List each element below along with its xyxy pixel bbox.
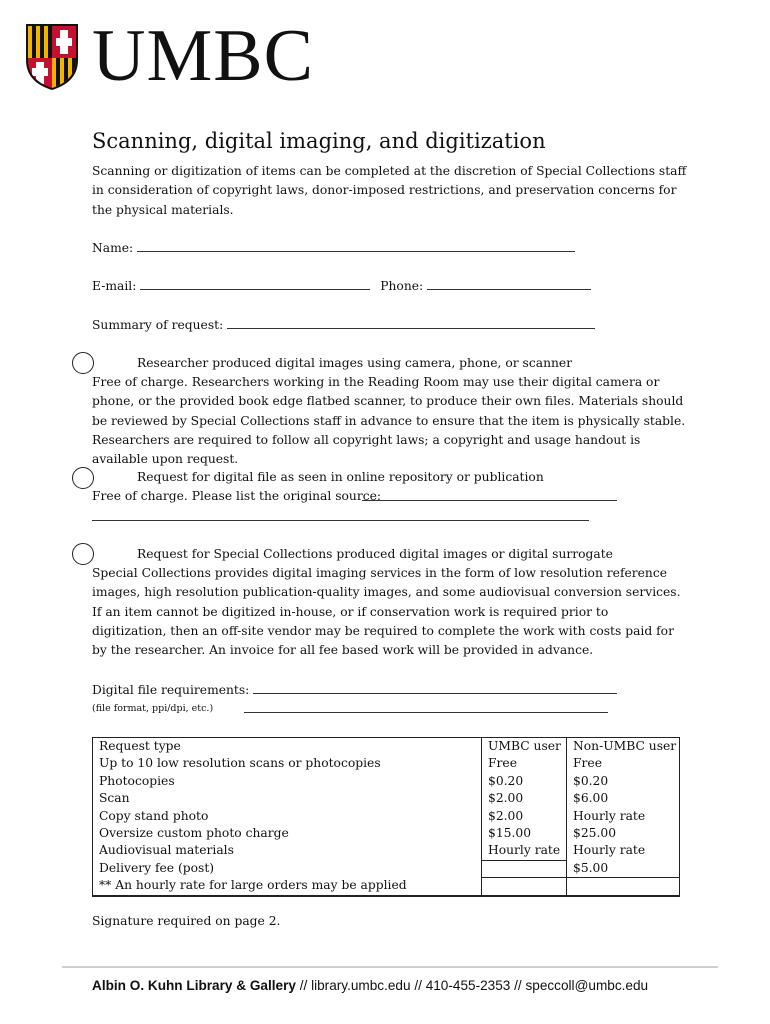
option-special-collections-title: Request for Special Collections produced digital images or digital surrogate [137, 547, 613, 561]
footer-phone: 410-455-2353 [425, 978, 511, 993]
file-requirements-blank-2[interactable] [244, 712, 608, 713]
table-cell: $15.00 [488, 826, 532, 841]
table-cell: Hourly rate [573, 808, 646, 823]
name-label: Name: [92, 241, 134, 255]
option-special-collections [92, 545, 686, 660]
footer-separator: // [514, 978, 522, 993]
request-type-column [93, 738, 482, 896]
option-online-file-radio[interactable] [72, 467, 94, 489]
table-cell: Oversize custom photo charge [99, 826, 289, 841]
phone-label: Phone: [380, 279, 424, 293]
table-row [93, 738, 680, 896]
option-researcher-body: Free of charge. Researchers working in the Reading Room may use their digital camera or phone, or the provided book edge flatbed scanner, to produce their own files. Materials should be reviewed by Special Collections staff in advance to ensure that the item is physically stable. Researchers are required to follow all copyright laws; a copyright and usage handout is available upon request. [92, 375, 686, 467]
file-requirements-label: Digital file requirements: [92, 683, 250, 697]
email-label: E-mail: [92, 279, 137, 293]
contact-field-row [92, 276, 591, 296]
table-cell: Request type [99, 739, 181, 753]
option-researcher [92, 354, 686, 469]
fee-table [92, 737, 680, 897]
table-cell: $6.00 [573, 791, 609, 806]
source-blank-2[interactable] [92, 520, 589, 521]
table-cell: Up to 10 low resolution scans or photocopies [99, 756, 381, 771]
source-blank-1[interactable] [362, 500, 617, 501]
footer-email[interactable]: speccoll@umbc.edu [525, 978, 649, 993]
option-researcher-radio[interactable] [72, 352, 94, 374]
table-cell: Free [488, 756, 517, 771]
table-cell: $2.00 [488, 791, 524, 806]
table-cell: Delivery fee (post) [99, 860, 215, 875]
table-cell: $0.20 [488, 773, 524, 788]
footer-website[interactable]: library.umbc.edu [311, 978, 411, 993]
file-requirements-note: (file format, ppi/dpi, etc.) [92, 703, 214, 714]
table-cell: UMBC user [488, 739, 561, 753]
table-inner-rule-1 [481, 860, 566, 861]
table-inner-rule-2 [481, 877, 680, 878]
option-online-file-body: Free of charge. Please list the original source: [92, 489, 382, 504]
signature-note: Signature required on page 2. [92, 914, 281, 928]
umbc-shield-logo [24, 22, 80, 90]
option-researcher-title: Researcher produced digital images using camera, phone, or scanner [137, 356, 573, 370]
name-blank[interactable] [137, 238, 575, 252]
file-requirements-blank-1[interactable] [253, 680, 617, 694]
table-cell: Non-UMBC user [573, 739, 677, 753]
table-cell: Free [573, 756, 602, 771]
intro-paragraph: Scanning or digitization of items can be completed at the discretion of Special Collections staff in consideration of copyright laws, donor-imposed restrictions, and preservation concerns for the physical materials. [92, 164, 687, 217]
table-cell: ** An hourly rate for large orders may be applied [99, 878, 407, 893]
option-special-collections-radio[interactable] [72, 543, 94, 565]
file-requirements-row [92, 680, 617, 700]
umbc-wordmark: UMBC [92, 15, 314, 97]
table-cell: Hourly rate [488, 843, 561, 858]
email-blank[interactable] [140, 276, 370, 290]
phone-blank[interactable] [427, 276, 591, 290]
table-cell: $25.00 [573, 826, 617, 841]
option-online-file [92, 468, 686, 506]
table-cell: Hourly rate [573, 843, 646, 858]
footer-separator: // [414, 978, 422, 993]
page-title: Scanning, digital imaging, and digitization [92, 129, 546, 153]
summary-label: Summary of request: [92, 318, 224, 332]
footer-separator: // [299, 978, 308, 993]
non-umbc-user-column [567, 738, 680, 896]
table-cell: Scan [99, 791, 130, 806]
footer [92, 976, 648, 996]
table-cell: $2.00 [488, 808, 524, 823]
footer-divider [62, 966, 718, 968]
option-online-file-title: Request for digital file as seen in online repository or publication [137, 470, 544, 484]
name-field-row [92, 238, 575, 258]
table-row [93, 895, 680, 896]
table-cell: $5.00 [573, 860, 609, 875]
summary-blank[interactable] [227, 315, 595, 329]
option-special-collections-body: Special Collections provides digital imaging services in the form of low resolution reference images, high resolution publication-quality images, and some audiovisual conversion services. If an item cannot be digitized in-house, or if conservation work is required prior to digitization, then an off-site vendor may be required to complete the work with costs paid for by the researcher. An invoice for all fee based work will be provided in advance. [92, 566, 681, 658]
table-cell: $0.20 [573, 773, 609, 788]
table-cell: Audiovisual materials [99, 843, 234, 858]
footer-org: Albin O. Kuhn Library & Gallery [92, 978, 296, 993]
umbc-user-column [482, 738, 567, 896]
table-cell: Copy stand photo [99, 808, 209, 823]
summary-field-row [92, 315, 595, 335]
table-cell: Photocopies [99, 773, 175, 788]
